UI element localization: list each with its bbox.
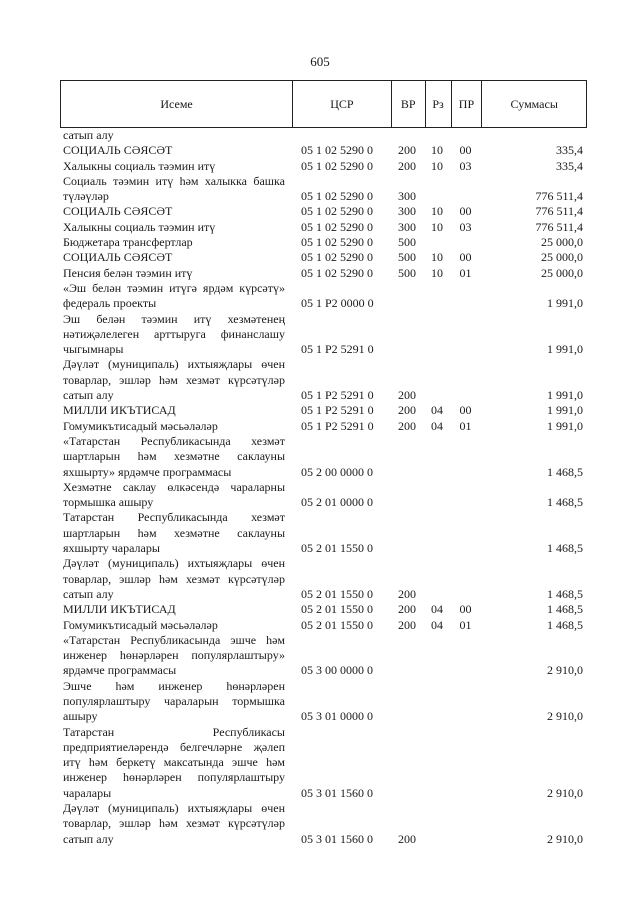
row-name-line: «Эш белән тәэмин итүгә ярдәм күрсәтү»: [63, 280, 285, 295]
row-name-line: нәтиҗәлелеген арттыруга финанслашу: [63, 326, 285, 341]
row-sum: 1 991,0: [547, 342, 583, 357]
row-sum: 1 468,5: [547, 586, 583, 601]
row-pr: 00: [459, 204, 472, 219]
row-name-line: предприятиеләрендә белгечләрне җәлеп: [63, 739, 285, 754]
row-rz: 10: [431, 219, 443, 234]
row-rz: 10: [431, 265, 443, 280]
row-name: [63, 556, 289, 602]
row-name-line: яхшырту чаралары: [63, 541, 160, 556]
table-row: [63, 266, 583, 281]
row-rz: 04: [431, 418, 443, 433]
row-vr: 200: [398, 403, 416, 418]
row-csr: 05 1 02 5290 0: [301, 143, 373, 158]
header-vr: ВР: [392, 81, 426, 127]
row-name-line: Дәүләт (муниципаль) ихтыяҗлары өчен: [63, 556, 285, 571]
table-row: [63, 801, 583, 847]
row-sum: 2 910,0: [547, 785, 583, 800]
table-row: [63, 725, 583, 801]
row-vr: 200: [398, 831, 416, 846]
row-vr: 500: [398, 250, 416, 265]
row-csr: 05 3 00 0000 0: [301, 663, 373, 678]
row-rz: 04: [431, 602, 443, 617]
row-name-line: Дәүләт (муниципаль) ихтыяҗлары өчен: [63, 357, 285, 372]
row-name-line: сатып алу: [63, 128, 114, 142]
table-row: [63, 403, 583, 418]
row-csr: 05 2 01 1550 0: [301, 617, 373, 632]
row-name-line: Гомумикътисадый мәсьәләләр: [63, 418, 218, 433]
table-row: [63, 235, 583, 250]
row-csr: 05 2 01 1550 0: [301, 541, 373, 556]
row-vr: 200: [398, 602, 416, 617]
row-sum: 1 468,5: [547, 602, 583, 617]
row-name-line: товарлар, эшләр һәм хезмәт күрсәтүләр: [63, 571, 285, 586]
table-row: [63, 419, 583, 434]
row-name-line: Пенсия белән тәэмин итү: [63, 265, 193, 280]
row-name-line: Халыкны социаль тәэмин итү: [63, 219, 216, 234]
row-sum: 776 511,4: [535, 219, 583, 234]
row-sum: 776 511,4: [535, 204, 583, 219]
row-name: [63, 312, 289, 358]
table-row: [63, 250, 583, 265]
row-csr: 05 1 P2 5291 0: [301, 403, 374, 418]
row-pr: 03: [459, 158, 472, 173]
table-row: [63, 143, 583, 158]
row-name-line: Социаль тәэмин итү һәм халыкка башка: [63, 173, 285, 188]
row-sum: 25 000,0: [541, 250, 583, 265]
row-name: [63, 434, 289, 480]
row-name: [63, 510, 289, 556]
row-name: [63, 143, 289, 158]
row-csr: 05 2 00 0000 0: [301, 464, 373, 479]
row-csr: 05 1 02 5290 0: [301, 250, 373, 265]
row-csr: 05 3 01 1560 0: [301, 831, 373, 846]
row-csr: 05 1 P2 0000 0: [301, 296, 374, 311]
row-pr: 00: [459, 143, 472, 158]
row-name: [63, 235, 289, 250]
row-rz: 04: [431, 617, 443, 632]
row-name: [63, 725, 289, 801]
row-name: [63, 618, 289, 633]
row-vr: 300: [398, 189, 416, 204]
row-csr: 05 2 01 1550 0: [301, 602, 373, 617]
row-sum: 1 468,5: [547, 617, 583, 632]
row-sum: 2 910,0: [547, 663, 583, 678]
row-name-line: яхшырту» ярдәмче программасы: [63, 464, 232, 479]
table-row: [63, 434, 583, 480]
row-pr: 00: [459, 403, 472, 418]
row-name: [63, 480, 289, 511]
header-pr: ПР: [452, 81, 483, 127]
table-row: [63, 633, 583, 679]
row-name: [63, 633, 289, 679]
row-csr: 05 2 01 1550 0: [301, 586, 373, 601]
row-pr: 01: [459, 418, 472, 433]
row-name-line: СОЦИАЛЬ СӘЯСӘТ: [63, 250, 173, 265]
row-name-line: товарлар, эшләр һәм хезмәт күрсәтүләр: [63, 372, 285, 387]
table-row: [63, 618, 583, 633]
row-name-line: федераль проекты: [63, 296, 157, 311]
table-row: [63, 281, 583, 312]
row-sum: 2 910,0: [547, 831, 583, 846]
row-sum: 1 991,0: [547, 388, 583, 403]
row-pr: 00: [459, 250, 472, 265]
table-header: [60, 80, 587, 128]
row-name-line: Татарстан Республикасында хезмәт: [63, 510, 285, 525]
row-name-line: сатып алу: [63, 831, 114, 846]
header-rz: Рз: [426, 81, 452, 127]
table-row: [63, 602, 583, 617]
row-name-line: шартларын һәм хезмәтне саклауны: [63, 449, 285, 464]
table-row: [63, 204, 583, 219]
table-row: [63, 480, 583, 511]
row-vr: 200: [398, 617, 416, 632]
row-csr: 05 1 P2 5291 0: [301, 418, 374, 433]
row-vr: 200: [398, 143, 416, 158]
row-csr: 05 1 02 5290 0: [301, 235, 373, 250]
row-rz: 10: [431, 250, 443, 265]
row-name: [63, 403, 289, 418]
page-number: 605: [310, 54, 330, 69]
row-sum: 1 468,5: [547, 495, 583, 510]
row-rz: 10: [431, 204, 443, 219]
table-row: [63, 174, 583, 205]
table-row: [63, 312, 583, 358]
row-name-line: СОЦИАЛЬ СӘЯСӘТ: [63, 143, 173, 158]
row-vr: 200: [398, 158, 416, 173]
header-name: Исеме: [61, 81, 293, 127]
row-name-line: «Татарстан Республикасында хезмәт: [63, 433, 285, 448]
row-name-line: МИЛЛИ ИКЪТИСАД: [63, 602, 176, 617]
row-name-line: МИЛЛИ ИКЪТИСАД: [63, 403, 176, 418]
table-row: [63, 357, 583, 403]
table-row: [63, 159, 583, 174]
row-sum: 335,4: [556, 158, 583, 173]
row-sum: 1 991,0: [547, 403, 583, 418]
row-name-line: чыгымнары: [63, 342, 124, 357]
row-csr: 05 1 P2 5291 0: [301, 342, 374, 357]
row-sum: 335,4: [556, 143, 583, 158]
row-name: [63, 204, 289, 219]
row-csr: 05 1 02 5290 0: [301, 204, 373, 219]
row-vr: 200: [398, 388, 416, 403]
row-name: [63, 281, 289, 312]
row-name-line: Хезмәтне саклау өлкәсендә чараларны: [63, 479, 285, 494]
row-name-line: ашыру: [63, 709, 98, 724]
row-name-line: СОЦИАЛЬ СӘЯСӘТ: [63, 204, 173, 219]
row-name: [63, 174, 289, 205]
row-name: [63, 419, 289, 434]
row-name-line: товарлар, эшләр һәм хезмәт күрсәтүләр: [63, 816, 285, 831]
row-csr: 05 1 02 5290 0: [301, 158, 373, 173]
table-row: [63, 510, 583, 556]
row-name-line: Бюджетара трансфертлар: [63, 235, 193, 250]
row-vr: 200: [398, 418, 416, 433]
row-name: [63, 602, 289, 617]
row-name-line: Эш белән тәэмин итү хезмәтенең: [63, 311, 285, 326]
table-row: [63, 556, 583, 602]
row-vr: 500: [398, 235, 416, 250]
row-name-line: шартларын һәм хезмәтне саклауны: [63, 525, 285, 540]
row-name-line: сатып алу: [63, 388, 114, 403]
row-pr: 01: [459, 617, 472, 632]
row-sum: 1 468,5: [547, 464, 583, 479]
row-rz: 10: [431, 143, 443, 158]
row-csr: 05 1 02 5290 0: [301, 219, 373, 234]
row-sum: 1 991,0: [547, 418, 583, 433]
row-name-line: Гомумикътисадый мәсьәләләр: [63, 617, 218, 632]
row-name-line: итү һәм беркетү максатында эшче һәм: [63, 755, 285, 770]
row-name-line: Эшче һәм инженер һөнәрләрен: [63, 678, 285, 693]
row-csr: 05 3 01 1560 0: [301, 785, 373, 800]
row-rz: 10: [431, 158, 443, 173]
row-name-line: «Татарстан Республикасында эшче һәм: [63, 632, 285, 647]
row-name-line: чаралары: [63, 785, 112, 800]
row-name-line: популярлаштыру чараларын тормышка: [63, 693, 285, 708]
row-pr: 00: [459, 602, 472, 617]
row-sum: 776 511,4: [535, 189, 583, 204]
header-csr: ЦСР: [293, 81, 392, 127]
row-name: [63, 357, 289, 403]
row-name: [63, 159, 289, 174]
row-csr: 05 1 02 5290 0: [301, 189, 373, 204]
table-row: [63, 679, 583, 725]
row-name-line: Дәүләт (муниципаль) ихтыяҗлары өчен: [63, 801, 285, 816]
row-vr: 300: [398, 204, 416, 219]
row-rz: 04: [431, 403, 443, 418]
row-vr: 200: [398, 586, 416, 601]
row-name: [63, 266, 289, 281]
header-sum: Суммасы: [510, 96, 558, 111]
row-pr: 03: [459, 219, 472, 234]
row-name: [63, 250, 289, 265]
table-row: [63, 220, 583, 235]
row-vr: 500: [398, 265, 416, 280]
row-name: [63, 801, 289, 847]
row-csr: 05 1 02 5290 0: [301, 265, 373, 280]
row-name-line: Татарстан Республикасы: [63, 724, 285, 739]
row-name: [63, 128, 289, 143]
row-name-line: ярдәмче программасы: [63, 663, 177, 678]
table-body: [63, 128, 583, 847]
row-name: [63, 220, 289, 235]
row-sum: 1 991,0: [547, 296, 583, 311]
row-sum: 1 468,5: [547, 541, 583, 556]
row-csr: 05 2 01 0000 0: [301, 495, 373, 510]
row-name-line: Халыкны социаль тәэмин итү: [63, 158, 216, 173]
row-name-line: инженер һөнәрләрен популярлаштыру»: [63, 648, 285, 663]
row-sum: 25 000,0: [541, 235, 583, 250]
row-pr: 01: [459, 265, 472, 280]
row-name-line: түләүләр: [63, 189, 109, 204]
row-vr: 300: [398, 219, 416, 234]
row-csr: 05 3 01 0000 0: [301, 709, 373, 724]
row-name-line: сатып алу: [63, 586, 114, 601]
row-sum: 25 000,0: [541, 265, 583, 280]
row-name-line: тормышка ашыру: [63, 495, 154, 510]
row-csr: 05 1 P2 5291 0: [301, 388, 374, 403]
row-sum: 2 910,0: [547, 709, 583, 724]
table-row: [63, 128, 583, 143]
row-name: [63, 679, 289, 725]
row-name-line: инженер һөнәрләрен популярлаштыру: [63, 770, 285, 785]
